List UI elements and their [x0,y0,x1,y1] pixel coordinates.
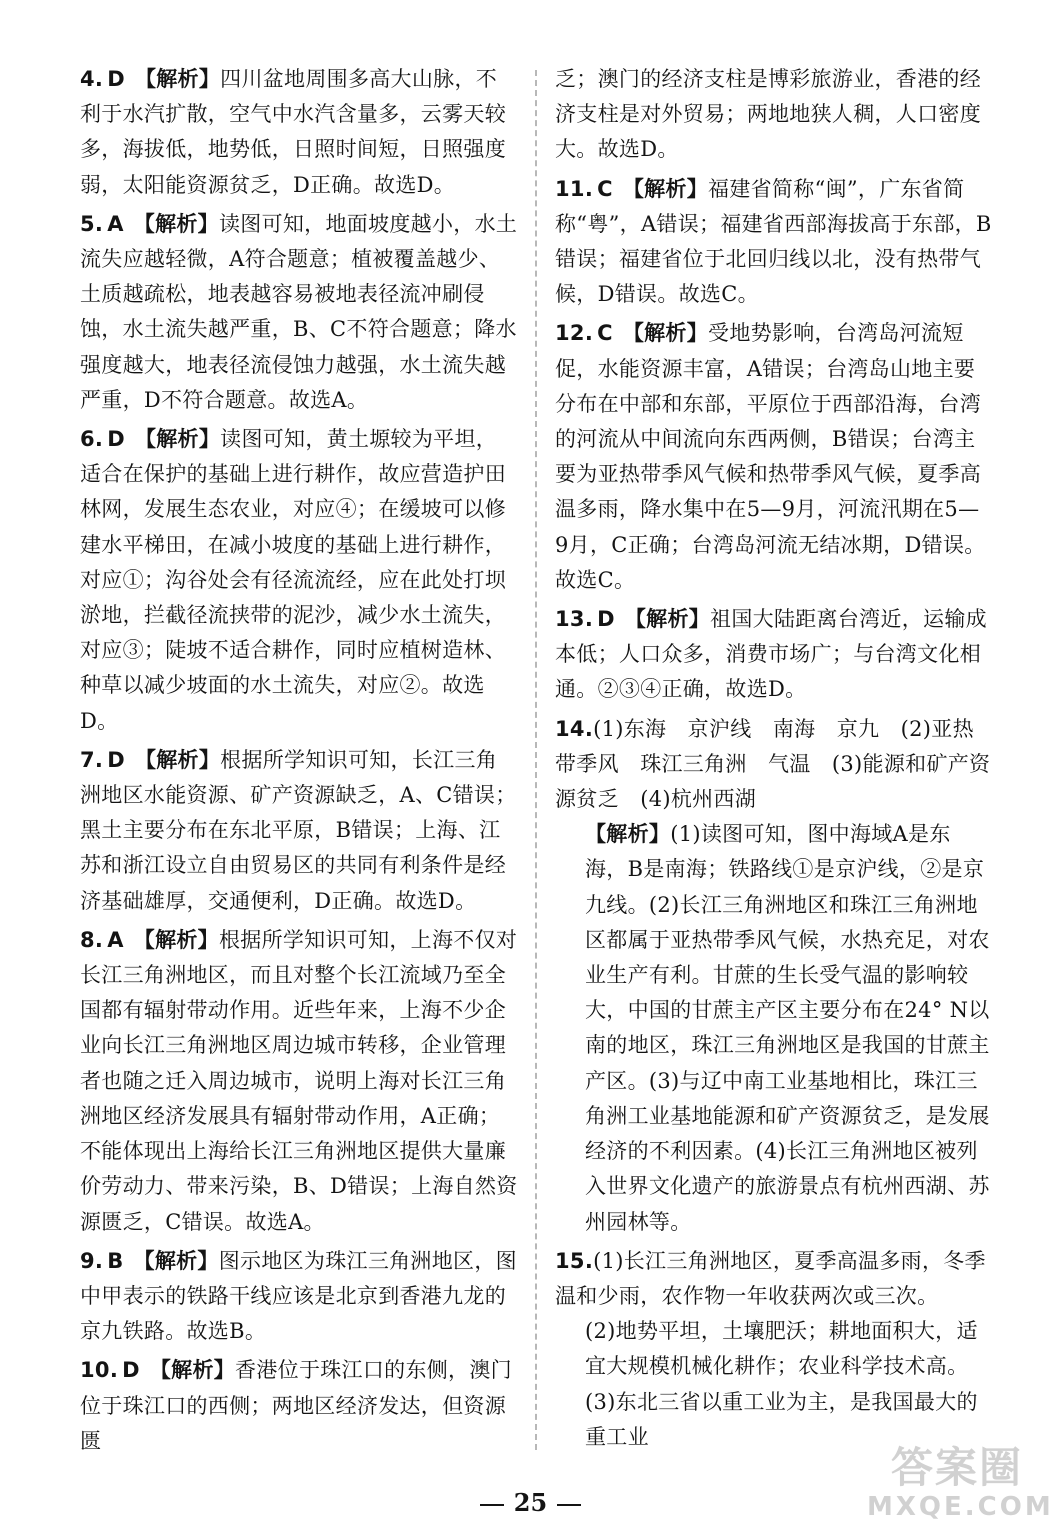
answer-letter: C [597,321,613,346]
question-11 [555,172,993,313]
page-number: 25 [513,1488,548,1517]
question-number: 15. [555,1248,594,1273]
analysis-tag: 【解析】 [624,607,711,632]
analysis-tag: 【解析】 [134,427,221,452]
question-9 [80,1244,518,1350]
analysis-block [555,817,993,1239]
watermark-bottom-text: MXQE.COM [867,1492,1054,1522]
analysis-tag: 【解析】 [133,211,219,236]
question-number: 13. [555,607,594,632]
question-number: 14. [555,716,594,741]
analysis-text: 福建省简称“闽”，广东省简称“粤”，A错误；福建省西部海拔高于东部，B错误；福建省位于北回归线以北，没有热带气候，D错误。故选C。 [555,176,992,307]
answer-part-2: (2)地势平坦，土壤肥沃；耕地面积大，适宜大规模机械化耕作；农业科学技术高。 (3)东北三省以重工业为主，是我国最大的重工业 [585,1319,980,1449]
question-number: 4. [80,67,104,91]
analysis-text: 乏；澳门的经济支柱是博彩旅游业，香港的经济支柱是对外贸易；两地地狭人稠，人口密度大。故选D。 [555,67,981,162]
question-number: 8. [80,927,104,952]
answer-part-1: (1)长江三角洲地区，夏季高温多雨，冬季温和少雨，农作物一年收获两次或三次。 [555,1248,986,1308]
analysis-tag: 【解析】 [149,1358,236,1383]
answer-letter: A [107,927,124,952]
question-10-continued [555,62,993,168]
analysis-text: 祖国大陆距离台湾近，运输成本低；人口众多，消费市场广；与台湾文化相通。②③④正确，故选D。 [555,607,987,702]
analysis-tag: 【解析】 [133,1248,219,1273]
analysis-text: 读图可知，地面坡度越小，水土流失应越轻微，A符合题意；植被覆盖越少、土质越疏松，地表越容易被地表径流冲刷侵蚀，水土流失越严重，B、C不符合题意；降水强度越大，地表径流侵蚀力越强，水土流失越严重，D不符合题意。故选A。 [80,211,518,412]
question-6 [80,422,518,739]
answer-letter: C [597,176,613,201]
analysis-text: 读图可知，黄土塬较为平坦，适合在保护的基础上进行耕作，故应营造护田林网，发展生态农业，对应④；在缓坡可以修建水平梯田，在减小坡度的基础上进行耕作，对应①；沟谷处会有径流流经，应在此处打坝淤地，拦截径流挟带的泥沙，减少水土流失，对应③；陡坡不适合耕作，同时应植树造林、种草以减少坡面的水土流失，对应②。故选D。 [80,427,506,733]
analysis-tag: 【解析】 [133,927,219,952]
question-13 [555,602,993,708]
answer-text: (1)东海 京沪线 南海 京九 (2)亚热带季风 珠江三角洲 气温 (3)能源和矿产资源贫乏 (4)杭州西湖 [555,716,991,812]
question-12 [555,316,993,598]
answer-letter: D [107,427,125,452]
analysis-tag: 【解析】 [134,67,221,91]
answer-letter: D [107,747,125,772]
right-column [555,62,993,1459]
answer-letter: D [107,67,125,91]
analysis-tag: 【解析】 [134,747,221,772]
analysis-text: 受地势影响，台湾岛河流短促，水能资源丰富，A错误；台湾岛山地主要分布在中部和东部，平原位于西部沿海，台湾的河流从中间流向东西两侧，B错误；台湾主要为亚热带季风气候和热带季风气候，夏季高温多雨，降水集中在5—9月，河流汛期在5—9月，C正确；台湾岛河流无结冰期，D错误。故选C。 [555,321,986,592]
question-4 [80,62,518,203]
question-10 [80,1353,518,1459]
question-8 [80,923,518,1240]
answer-letter: B [107,1248,124,1273]
analysis-tag: 【解析】 [622,321,709,346]
analysis-text: 图示地区为珠江三角洲地区，图中甲表示的铁路干线应该是北京到香港九龙的京九铁路。故选B。 [80,1248,517,1344]
answer-letter: D [122,1358,140,1383]
answer-letter: D [597,607,615,632]
question-number: 11. [555,176,594,201]
analysis-text: 根据所学知识可知，长江三角洲地区水能资源、矿产资源缺乏，A、C错误；黑土主要分布在东北平原，B错误；上海、江苏和浙江设立自由贸易区的共同有利条件是经济基础雄厚，交通便利，D正确。故选D。 [80,747,517,913]
analysis-tag: 【解析】 [585,822,671,847]
left-column [80,62,518,1463]
question-number: 10. [80,1358,119,1383]
analysis-text: 香港位于珠江口的东侧，澳门位于珠江口的西侧；两地区经济发达，但资源匮 [80,1358,512,1453]
question-14 [555,712,993,1240]
question-number: 12. [555,321,594,346]
question-number: 5. [80,211,104,236]
watermark-logo [867,1443,1054,1524]
question-5 [80,207,518,418]
analysis-tag: 【解析】 [622,176,709,201]
footer-dash-right [557,1504,581,1506]
analysis-text: 四川盆地周围多高大山脉，不利于水汽扩散，空气中水汽含量多，云雾天较多，海拔低，地势低，日照时间短，日照强度弱，太阳能资源贫乏，D正确。故选D。 [80,67,506,197]
question-number: 6. [80,427,104,452]
footer-dash-left [480,1504,504,1506]
analysis-text: 根据所学知识可知，上海不仅对长江三角洲地区，而且对整个长江流域乃至全国都有辐射带动作用。近些年来，上海不少企业向长江三角洲地区周边城市转移，企业管理者也随之迁入周边城市，说明上海对长江三角洲地区经济发展具有辐射带动作用，A正确；不能体现出上海给长江三角洲地区提供大量廉价劳动力、带来污染，B、D错误；上海自然资源匮乏，C错误。故选A。 [80,927,518,1234]
column-divider [535,70,537,1450]
watermark-top-text: 答案圈 [890,1443,1023,1492]
question-number: 9. [80,1248,104,1273]
question-number: 7. [80,747,104,772]
answer-letter: A [107,211,124,236]
question-7 [80,743,518,919]
question-15 [555,1244,993,1455]
analysis-text: (1)读图可知，图中海域A是东海，B是南海；铁路线①是京沪线，②是京九线。(2)长江三角洲地区和珠江三角洲地区都属于亚热带季风气候，水热充足，对农业生产有利。甘蔗的生长受气温的影响较大，中国的甘蔗主产区主要分布在24° N以南的地区，珠江三角洲地区是我国的甘蔗主产区。(3)与辽中南工业基地相比，珠江三角洲工业基地能源和矿产资源贫乏，是发展经济的不利因素。(4)长江三角洲地区被列入世界文化遗产的旅游景点有杭州西湖、苏州园林等。 [585,822,990,1234]
